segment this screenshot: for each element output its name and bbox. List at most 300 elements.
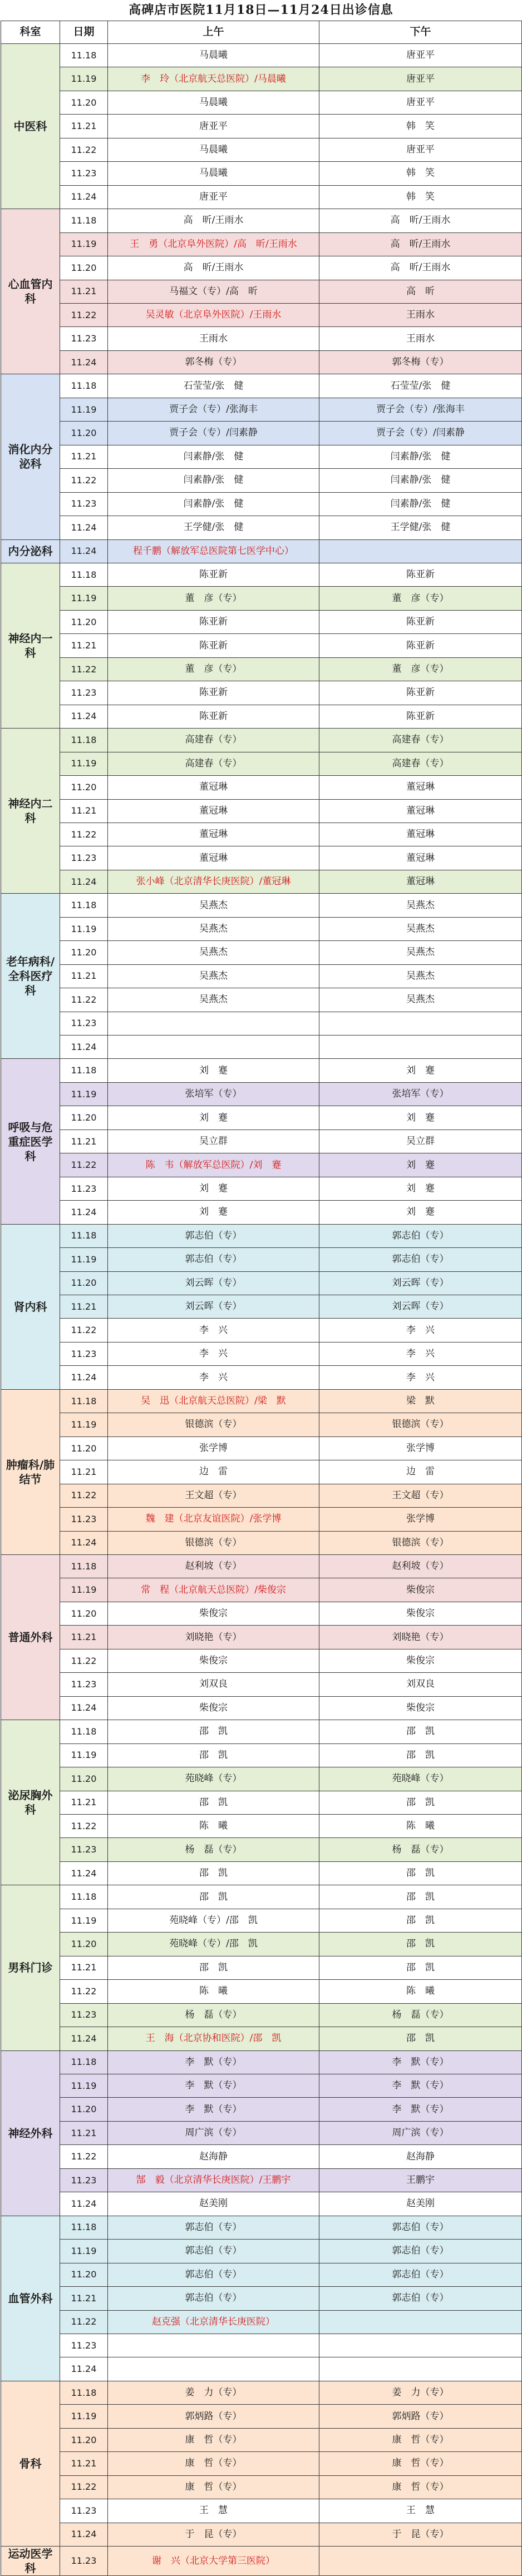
date-cell: 11.21 xyxy=(60,634,108,657)
afternoon-doctor: 王 慧 xyxy=(319,2499,522,2523)
morning-doctor: 常 程（北京航天总医院）/柴俊宗 xyxy=(108,1578,319,1602)
afternoon-doctor: 高 昕/王雨水 xyxy=(319,209,522,232)
morning-doctor: 魏 建（北京友谊医院）/张学博 xyxy=(108,1508,319,1531)
date-cell: 11.23 xyxy=(60,681,108,705)
morning-doctor: 张培军（专） xyxy=(108,1082,319,1106)
morning-doctor: 杨 磊（专） xyxy=(108,1838,319,1861)
dept-name: 男科门诊 xyxy=(1,1885,60,2050)
afternoon-doctor: 邵 凯 xyxy=(319,1956,522,1979)
date-cell: 11.20 xyxy=(60,1106,108,1130)
schedule-row xyxy=(1,2523,522,2546)
date-cell: 11.19 xyxy=(60,1413,108,1436)
morning-doctor: 郭志伯（专） xyxy=(108,2240,319,2263)
header-row xyxy=(1,21,522,44)
date-cell: 11.20 xyxy=(60,776,108,799)
date-cell: 11.22 xyxy=(60,303,108,326)
date-cell: 11.23 xyxy=(60,1342,108,1365)
date-cell: 11.20 xyxy=(60,1271,108,1295)
date-cell: 11.18 xyxy=(60,1885,108,1909)
morning-doctor: 李 兴 xyxy=(108,1342,319,1365)
afternoon-doctor: 吴立群 xyxy=(319,1130,522,1153)
afternoon-doctor: 陈 曦 xyxy=(319,1814,522,1837)
morning-doctor: 贾子会（专）/张海丰 xyxy=(108,398,319,421)
schedule-row xyxy=(1,469,522,492)
afternoon-doctor xyxy=(319,539,522,563)
date-cell: 11.21 xyxy=(60,1460,108,1484)
schedule-row xyxy=(1,185,522,209)
date-cell: 11.23 xyxy=(60,1177,108,1200)
schedule-row xyxy=(1,2452,522,2475)
afternoon-doctor: 吴燕杰 xyxy=(319,964,522,988)
morning-doctor: 刘 蹇 xyxy=(108,1201,319,1224)
date-cell: 11.19 xyxy=(60,2405,108,2428)
afternoon-doctor: 邵 凯 xyxy=(319,1743,522,1767)
date-cell: 11.19 xyxy=(60,1743,108,1767)
schedule-row xyxy=(1,587,522,610)
schedule-table xyxy=(1,21,522,2576)
schedule-row xyxy=(1,1814,522,1837)
date-cell: 11.21 xyxy=(60,2287,108,2310)
schedule-row xyxy=(1,162,522,185)
morning-doctor: 董 彦（专） xyxy=(108,657,319,681)
afternoon-doctor: 赵美刚 xyxy=(319,2192,522,2216)
schedule-row xyxy=(1,1436,522,1460)
afternoon-doctor: 石莹莹/张 健 xyxy=(319,374,522,398)
morning-doctor: 银德滨（专） xyxy=(108,1413,319,1436)
morning-doctor: 邵 凯 xyxy=(108,1956,319,1979)
date-cell: 11.22 xyxy=(60,1814,108,1837)
schedule-row xyxy=(1,256,522,280)
morning-doctor: 董冠琳 xyxy=(108,846,319,870)
morning-doctor: 马福文（专）/高 昕 xyxy=(108,280,319,303)
date-cell: 11.18 xyxy=(60,1720,108,1743)
morning-doctor: 于 昆（专） xyxy=(108,2523,319,2546)
date-cell: 11.23 xyxy=(60,2334,108,2357)
schedule-row xyxy=(1,1838,522,1861)
morning-doctor: 高建春（专） xyxy=(108,729,319,752)
afternoon-doctor: 陈亚新 xyxy=(319,634,522,657)
morning-doctor: 吴燕杰 xyxy=(108,894,319,917)
morning-doctor: 吴灵敏（北京阜外医院）/王雨水 xyxy=(108,303,319,326)
schedule-row xyxy=(1,138,522,161)
schedule-row xyxy=(1,2499,522,2523)
morning-doctor: 闫素静/张 健 xyxy=(108,445,319,468)
date-cell: 11.19 xyxy=(60,67,108,91)
date-cell: 11.22 xyxy=(60,657,108,681)
afternoon-doctor: 郭志伯（专） xyxy=(319,2240,522,2263)
afternoon-doctor: 郭冬梅（专） xyxy=(319,350,522,374)
schedule-row xyxy=(1,67,522,91)
schedule-row xyxy=(1,1791,522,1814)
schedule-row xyxy=(1,1933,522,1956)
date-cell: 11.18 xyxy=(60,2050,108,2074)
morning-doctor: 王 海（北京协和医院）/邵 凯 xyxy=(108,2027,319,2050)
afternoon-doctor: 康 哲（专） xyxy=(319,2452,522,2475)
morning-doctor: 王文超（专） xyxy=(108,1484,319,1507)
schedule-row xyxy=(1,2428,522,2451)
afternoon-doctor: 唐亚平 xyxy=(319,91,522,114)
schedule-row xyxy=(1,563,522,586)
afternoon-doctor: 李 默（专） xyxy=(319,2050,522,2074)
afternoon-doctor: 邵 凯 xyxy=(319,1909,522,1932)
morning-doctor: 康 哲（专） xyxy=(108,2452,319,2475)
schedule-row xyxy=(1,2074,522,2097)
afternoon-doctor: 边 雷 xyxy=(319,1460,522,1484)
morning-doctor: 陈亚新 xyxy=(108,681,319,705)
morning-doctor xyxy=(108,1012,319,1035)
dept-name: 普通外科 xyxy=(1,1555,60,1720)
afternoon-doctor: 邵 凯 xyxy=(319,1791,522,1814)
date-cell: 11.19 xyxy=(60,232,108,256)
afternoon-doctor: 郭志伯（专） xyxy=(319,2263,522,2286)
afternoon-doctor: 刘晓艳（专） xyxy=(319,1626,522,1649)
afternoon-doctor: 高 昕 xyxy=(319,280,522,303)
schedule-row xyxy=(1,1673,522,1696)
morning-doctor: 周广滨（专） xyxy=(108,2121,319,2144)
morning-doctor: 吴燕杰 xyxy=(108,917,319,940)
morning-doctor: 邵 凯 xyxy=(108,1791,319,1814)
date-cell: 11.23 xyxy=(60,2003,108,2027)
date-cell: 11.23 xyxy=(60,1508,108,1531)
schedule-row xyxy=(1,870,522,893)
afternoon-doctor xyxy=(319,2310,522,2334)
afternoon-doctor: 闫素静/张 健 xyxy=(319,469,522,492)
header-dept: 科室 xyxy=(1,21,60,44)
afternoon-doctor: 韩 笑 xyxy=(319,115,522,138)
morning-doctor: 程千鹏（解放军总医院第七医学中心） xyxy=(108,539,319,563)
schedule-row xyxy=(1,2310,522,2334)
afternoon-doctor xyxy=(319,2357,522,2381)
afternoon-doctor: 赵利坡（专） xyxy=(319,1555,522,1578)
date-cell: 11.20 xyxy=(60,610,108,633)
date-cell: 11.22 xyxy=(60,2145,108,2168)
schedule-row xyxy=(1,1153,522,1177)
schedule-row xyxy=(1,2381,522,2404)
date-cell: 11.23 xyxy=(60,846,108,870)
schedule-row xyxy=(1,1460,522,1484)
afternoon-doctor: 陈亚新 xyxy=(319,563,522,586)
morning-doctor: 苑晓峰（专）/邵 凯 xyxy=(108,1909,319,1932)
date-cell: 11.18 xyxy=(60,1389,108,1413)
morning-doctor: 康 哲（专） xyxy=(108,2428,319,2451)
afternoon-doctor: 张培军（专） xyxy=(319,1082,522,1106)
schedule-row xyxy=(1,1956,522,1979)
schedule-row xyxy=(1,350,522,374)
date-cell: 11.20 xyxy=(60,1767,108,1791)
morning-doctor: 柴俊宗 xyxy=(108,1696,319,1720)
afternoon-doctor: 贾子会（专）/张海丰 xyxy=(319,398,522,421)
schedule-row xyxy=(1,539,522,563)
schedule-row xyxy=(1,303,522,326)
date-cell: 11.18 xyxy=(60,2381,108,2404)
schedule-row xyxy=(1,2027,522,2050)
morning-doctor: 高 昕/王雨水 xyxy=(108,209,319,232)
morning-doctor: 马晨曦 xyxy=(108,162,319,185)
afternoon-doctor: 刘 蹇 xyxy=(319,1177,522,1200)
date-cell: 11.21 xyxy=(60,115,108,138)
date-cell: 11.20 xyxy=(60,1602,108,1625)
schedule-row xyxy=(1,2145,522,2168)
schedule-row xyxy=(1,657,522,681)
schedule-row xyxy=(1,729,522,752)
date-cell: 11.18 xyxy=(60,1224,108,1247)
morning-doctor: 李 兴 xyxy=(108,1319,319,1342)
header-afternoon: 下午 xyxy=(319,21,522,44)
schedule-row xyxy=(1,2121,522,2144)
schedule-row xyxy=(1,2334,522,2357)
date-cell: 11.22 xyxy=(60,2475,108,2499)
afternoon-doctor: 郭炳路（专） xyxy=(319,2405,522,2428)
date-cell: 11.23 xyxy=(60,327,108,350)
morning-doctor xyxy=(108,1036,319,1059)
afternoon-doctor: 李 默（专） xyxy=(319,2098,522,2121)
afternoon-doctor: 杨 磊（专） xyxy=(319,2003,522,2027)
date-cell: 11.20 xyxy=(60,2263,108,2286)
afternoon-doctor: 李 兴 xyxy=(319,1342,522,1365)
morning-doctor: 郭志伯（专） xyxy=(108,2263,319,2286)
date-cell: 11.20 xyxy=(60,941,108,964)
afternoon-doctor: 赵海静 xyxy=(319,2145,522,2168)
date-cell: 11.20 xyxy=(60,91,108,114)
morning-doctor: 唐亚平 xyxy=(108,115,319,138)
morning-doctor: 陈 曦 xyxy=(108,1980,319,2003)
dept-name: 骨科 xyxy=(1,2381,60,2546)
date-cell: 11.22 xyxy=(60,988,108,1012)
schedule-row xyxy=(1,894,522,917)
schedule-row xyxy=(1,2168,522,2192)
date-cell: 11.24 xyxy=(60,870,108,893)
afternoon-doctor: 郭志伯（专） xyxy=(319,2287,522,2310)
afternoon-doctor: 李 默（专） xyxy=(319,2074,522,2097)
dept-name: 神经内一科 xyxy=(1,563,60,728)
afternoon-doctor: 王鹏宇 xyxy=(319,2168,522,2192)
date-cell: 11.23 xyxy=(60,1838,108,1861)
schedule-row xyxy=(1,610,522,633)
afternoon-doctor xyxy=(319,2334,522,2357)
date-cell: 11.21 xyxy=(60,964,108,988)
date-cell: 11.23 xyxy=(60,1673,108,1696)
schedule-row xyxy=(1,1224,522,1247)
morning-doctor: 柴俊宗 xyxy=(108,1649,319,1672)
date-cell: 11.19 xyxy=(60,1578,108,1602)
schedule-row xyxy=(1,1626,522,1649)
afternoon-doctor: 康 哲（专） xyxy=(319,2428,522,2451)
morning-doctor: 郭志伯（专） xyxy=(108,2287,319,2310)
afternoon-doctor: 闫素静/张 健 xyxy=(319,445,522,468)
date-cell: 11.19 xyxy=(60,752,108,775)
afternoon-doctor: 邵 凯 xyxy=(319,1933,522,1956)
schedule-row xyxy=(1,1389,522,1413)
afternoon-doctor: 陈亚新 xyxy=(319,705,522,728)
schedule-row xyxy=(1,1720,522,1743)
afternoon-doctor: 周广滨（专） xyxy=(319,2121,522,2144)
schedule-row xyxy=(1,1767,522,1791)
schedule-row xyxy=(1,1106,522,1130)
afternoon-doctor: 苑晓峰（专） xyxy=(319,1767,522,1791)
date-cell: 11.19 xyxy=(60,587,108,610)
morning-doctor: 王雨水 xyxy=(108,327,319,350)
dept-name: 心血管内科 xyxy=(1,209,60,374)
afternoon-doctor: 于 昆（专） xyxy=(319,2523,522,2546)
afternoon-doctor: 刘双良 xyxy=(319,1673,522,1696)
afternoon-doctor: 吴燕杰 xyxy=(319,941,522,964)
schedule-row xyxy=(1,1012,522,1035)
morning-doctor: 陈亚新 xyxy=(108,563,319,586)
afternoon-doctor: 姜 力（专） xyxy=(319,2381,522,2404)
schedule-row xyxy=(1,2098,522,2121)
date-cell: 11.18 xyxy=(60,2216,108,2239)
afternoon-doctor: 邵 凯 xyxy=(319,1720,522,1743)
morning-doctor: 刘 蹇 xyxy=(108,1177,319,1200)
schedule-row xyxy=(1,2475,522,2499)
morning-doctor xyxy=(108,2357,319,2381)
afternoon-doctor: 陈亚新 xyxy=(319,610,522,633)
schedule-row xyxy=(1,1649,522,1672)
afternoon-doctor: 董冠琳 xyxy=(319,870,522,893)
schedule-row xyxy=(1,374,522,398)
afternoon-doctor: 刘云晖（专） xyxy=(319,1295,522,1319)
page-title: 高碑店市医院11月18日—11月24日出诊信息 xyxy=(129,3,393,17)
afternoon-doctor: 董 彦（专） xyxy=(319,587,522,610)
date-cell: 11.24 xyxy=(60,185,108,209)
date-cell: 11.23 xyxy=(60,492,108,516)
afternoon-doctor: 王文超（专） xyxy=(319,1484,522,1507)
schedule-row xyxy=(1,1602,522,1625)
afternoon-doctor: 柴俊宗 xyxy=(319,1696,522,1720)
schedule-row xyxy=(1,823,522,846)
schedule-row xyxy=(1,1130,522,1153)
schedule-row xyxy=(1,445,522,468)
morning-doctor: 郭冬梅（专） xyxy=(108,350,319,374)
afternoon-doctor: 贾子会（专）/闫素静 xyxy=(319,422,522,445)
morning-doctor: 王 勇（北京阜外医院）/高 昕/王雨水 xyxy=(108,232,319,256)
afternoon-doctor: 唐亚平 xyxy=(319,67,522,91)
afternoon-doctor: 杨 磊（专） xyxy=(319,1838,522,1861)
afternoon-doctor: 唐亚平 xyxy=(319,138,522,161)
date-cell: 11.24 xyxy=(60,705,108,728)
afternoon-doctor xyxy=(319,1036,522,1059)
schedule-row xyxy=(1,2192,522,2216)
afternoon-doctor: 闫素静/张 健 xyxy=(319,492,522,516)
morning-doctor: 刘云晖（专） xyxy=(108,1295,319,1319)
schedule-body xyxy=(1,44,522,2576)
header-date: 日期 xyxy=(60,21,108,44)
afternoon-doctor: 董冠琳 xyxy=(319,823,522,846)
schedule-row xyxy=(1,681,522,705)
date-cell: 11.24 xyxy=(60,1036,108,1059)
date-cell: 11.22 xyxy=(60,1153,108,1177)
schedule-row xyxy=(1,2287,522,2310)
morning-doctor: 刘双良 xyxy=(108,1673,319,1696)
date-cell: 11.19 xyxy=(60,1248,108,1271)
schedule-row xyxy=(1,2050,522,2074)
schedule-row xyxy=(1,209,522,232)
date-cell: 11.18 xyxy=(60,563,108,586)
afternoon-doctor: 唐亚平 xyxy=(319,44,522,67)
afternoon-doctor: 高 昕/王雨水 xyxy=(319,232,522,256)
afternoon-doctor: 吴燕杰 xyxy=(319,988,522,1012)
date-cell: 11.24 xyxy=(60,350,108,374)
schedule-row xyxy=(1,1036,522,1059)
date-cell: 11.21 xyxy=(60,1956,108,1979)
schedule-row xyxy=(1,327,522,350)
afternoon-doctor: 吴燕杰 xyxy=(319,894,522,917)
date-cell: 11.24 xyxy=(60,2523,108,2546)
schedule-row xyxy=(1,1342,522,1365)
morning-doctor: 赵海静 xyxy=(108,2145,319,2168)
morning-doctor: 陈亚新 xyxy=(108,705,319,728)
afternoon-doctor: 梁 默 xyxy=(319,1389,522,1413)
schedule-row xyxy=(1,1295,522,1319)
afternoon-doctor: 邵 凯 xyxy=(319,1885,522,1909)
schedule-row xyxy=(1,516,522,539)
morning-doctor: 陈亚新 xyxy=(108,610,319,633)
afternoon-doctor: 韩 笑 xyxy=(319,162,522,185)
schedule-row xyxy=(1,1531,522,1554)
afternoon-doctor: 康 哲（专） xyxy=(319,2475,522,2499)
afternoon-doctor: 郭志伯（专） xyxy=(319,1248,522,1271)
date-cell: 11.23 xyxy=(60,2547,108,2576)
morning-doctor: 贾子会（专）/闫素静 xyxy=(108,422,319,445)
morning-doctor: 邵 凯 xyxy=(108,1861,319,1885)
dept-name: 神经外科 xyxy=(1,2050,60,2216)
schedule-row xyxy=(1,752,522,775)
afternoon-doctor: 陈亚新 xyxy=(319,681,522,705)
morning-doctor: 吴立群 xyxy=(108,1130,319,1153)
schedule-row xyxy=(1,2405,522,2428)
morning-doctor: 高建春（专） xyxy=(108,752,319,775)
morning-doctor: 吴燕杰 xyxy=(108,964,319,988)
afternoon-doctor: 柴俊宗 xyxy=(319,1649,522,1672)
morning-doctor: 银德滨（专） xyxy=(108,1531,319,1554)
morning-doctor: 唐亚平 xyxy=(108,185,319,209)
morning-doctor: 董冠琳 xyxy=(108,823,319,846)
morning-doctor: 陈亚新 xyxy=(108,634,319,657)
schedule-row xyxy=(1,1177,522,1200)
schedule-row xyxy=(1,799,522,823)
afternoon-doctor: 董冠琳 xyxy=(319,846,522,870)
morning-doctor: 郜 毅（北京清华长庚医院）/王鹏宇 xyxy=(108,2168,319,2192)
morning-doctor: 陈 曦 xyxy=(108,1814,319,1837)
date-cell: 11.22 xyxy=(60,138,108,161)
dept-name: 呼吸与危重症医学科 xyxy=(1,1059,60,1224)
afternoon-doctor: 王学健/张 健 xyxy=(319,516,522,539)
date-cell: 11.21 xyxy=(60,1791,108,1814)
afternoon-doctor: 董 彦（专） xyxy=(319,657,522,681)
morning-doctor: 柴俊宗 xyxy=(108,1602,319,1625)
date-cell: 11.18 xyxy=(60,729,108,752)
morning-doctor: 边 雷 xyxy=(108,1460,319,1484)
morning-doctor: 赵利坡（专） xyxy=(108,1555,319,1578)
schedule-row xyxy=(1,917,522,940)
morning-doctor: 吴燕杰 xyxy=(108,941,319,964)
date-cell: 11.21 xyxy=(60,445,108,468)
schedule-row xyxy=(1,422,522,445)
date-cell: 11.19 xyxy=(60,917,108,940)
morning-doctor: 谢 兴（北京大学第三医院） xyxy=(108,2547,319,2576)
morning-doctor: 刘 蹇 xyxy=(108,1059,319,1082)
schedule-row xyxy=(1,280,522,303)
afternoon-doctor: 刘云晖（专） xyxy=(319,1271,522,1295)
morning-doctor: 李 默（专） xyxy=(108,2074,319,2097)
date-cell: 11.22 xyxy=(60,1980,108,2003)
afternoon-doctor xyxy=(319,1012,522,1035)
schedule-row xyxy=(1,1885,522,1909)
afternoon-doctor: 韩 笑 xyxy=(319,185,522,209)
afternoon-doctor: 刘 蹇 xyxy=(319,1106,522,1130)
date-cell: 11.24 xyxy=(60,1201,108,1224)
date-cell: 11.21 xyxy=(60,2452,108,2475)
